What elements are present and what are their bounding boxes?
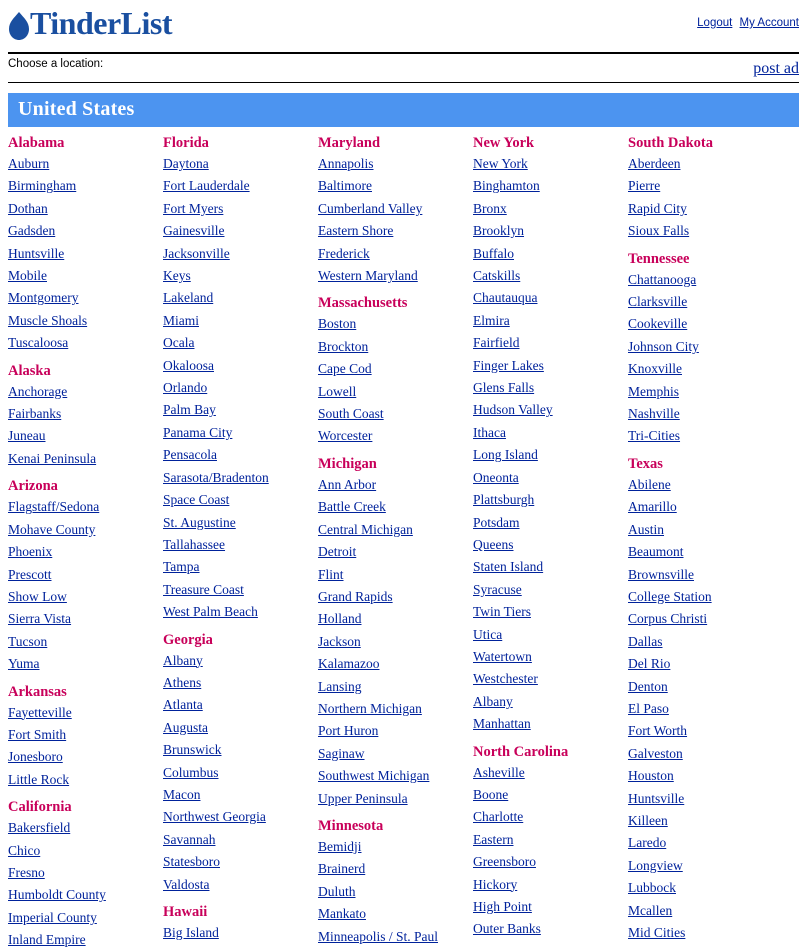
city-link[interactable]: Lakeland	[163, 290, 214, 306]
city-link[interactable]: Southwest Michigan	[318, 768, 430, 784]
city-link[interactable]: Lubbock	[628, 880, 676, 896]
city-link[interactable]: Corpus Christi	[628, 611, 708, 627]
state-heading: South Dakota	[628, 135, 714, 151]
state-heading: California	[8, 799, 72, 816]
city-link[interactable]: Huntsville	[8, 245, 65, 261]
choose-location-bar	[8, 52, 799, 82]
city-link[interactable]: Austin	[628, 521, 665, 537]
city-link[interactable]: Knoxville	[628, 361, 682, 377]
country-banner: United States	[8, 93, 799, 127]
state-heading: Minnesota	[318, 817, 384, 834]
city-link[interactable]: Western Maryland	[318, 268, 418, 284]
city-link[interactable]: Albany	[473, 693, 513, 709]
state-heading: Alabama	[8, 135, 65, 151]
city-link[interactable]: Fort Smith	[8, 726, 67, 742]
city-link[interactable]: Frederick	[318, 245, 370, 261]
post-ad-link[interactable]: post ad	[753, 60, 799, 77]
city-link[interactable]: Little Rock	[8, 771, 70, 787]
city-link[interactable]: Asheville	[473, 764, 525, 780]
state-heading: Maryland	[318, 135, 381, 151]
city-link[interactable]: Kenai Peninsula	[8, 450, 97, 466]
city-link[interactable]: Glens Falls	[473, 380, 535, 396]
city-link[interactable]: Fayetteville	[8, 704, 72, 720]
city-link[interactable]: Annapolis	[318, 156, 374, 171]
city-link[interactable]: Mohave County	[8, 521, 96, 537]
city-link[interactable]: Chautauqua	[473, 290, 538, 306]
city-link[interactable]: Buffalo	[473, 245, 514, 261]
city-link[interactable]: Twin Tiers	[473, 604, 531, 620]
city-link[interactable]: Aberdeen	[628, 156, 681, 171]
city-link[interactable]: Fairfield	[473, 335, 520, 351]
city-link[interactable]: Abilene	[628, 476, 671, 492]
city-link[interactable]: Flint	[318, 566, 344, 582]
city-link[interactable]: Hickory	[473, 876, 518, 892]
city-link[interactable]: Savannah	[163, 831, 216, 847]
city-link[interactable]: Sioux Falls	[628, 223, 690, 239]
city-link[interactable]: Hudson Valley	[473, 402, 553, 418]
city-link[interactable]: Northwest Georgia	[163, 809, 266, 825]
state-heading: Arkansas	[8, 683, 67, 700]
city-link[interactable]: Palm Bay	[163, 402, 216, 418]
city-link[interactable]: El Paso	[628, 700, 669, 716]
city-link[interactable]: Bronx	[473, 200, 507, 216]
city-link[interactable]: Potsdam	[473, 514, 520, 530]
city-link[interactable]: Montgomery	[8, 290, 79, 306]
city-link[interactable]: Memphis	[628, 383, 680, 399]
city-link[interactable]: St. Augustine	[163, 514, 236, 530]
city-link[interactable]: Longview	[628, 857, 683, 873]
city-link[interactable]: Outer Banks	[473, 921, 541, 937]
city-link[interactable]: Juneau	[8, 428, 46, 444]
city-link[interactable]: Westchester	[473, 671, 538, 687]
city-link[interactable]: Binghamton	[473, 178, 540, 194]
city-link[interactable]: Mcallen	[628, 902, 673, 918]
city-link[interactable]: Sarasota/Bradenton	[163, 469, 269, 485]
city-link[interactable]: Auburn	[8, 156, 50, 171]
city-link[interactable]: Elmira	[473, 312, 510, 328]
city-link[interactable]: Brockton	[318, 338, 369, 354]
city-link[interactable]: Lowell	[318, 383, 357, 399]
city-link[interactable]: Galveston	[628, 745, 683, 761]
city-link[interactable]: Space Coast	[163, 492, 230, 508]
city-link[interactable]: Gadsden	[8, 223, 56, 239]
city-link[interactable]: Greensboro	[473, 854, 536, 870]
city-link[interactable]: Rapid City	[628, 200, 687, 216]
city-link[interactable]: Anchorage	[8, 383, 68, 399]
city-link[interactable]: Flagstaff/Sedona	[8, 499, 100, 515]
city-link[interactable]: Plattsburgh	[473, 492, 535, 508]
city-link[interactable]: Treasure Coast	[163, 581, 244, 597]
city-link[interactable]: Chico	[8, 842, 41, 858]
city-link[interactable]: Detroit	[318, 544, 357, 560]
state-heading: Texas	[628, 455, 663, 472]
city-link[interactable]: Bakersfield	[8, 820, 71, 836]
city-link[interactable]: Cookeville	[628, 316, 688, 332]
my-account-link[interactable]: My Account	[739, 17, 799, 29]
city-link[interactable]: South Coast	[318, 406, 384, 422]
city-link[interactable]: Jackson	[318, 633, 361, 649]
city-link[interactable]: Muscle Shoals	[8, 312, 88, 328]
city-link[interactable]: Panama City	[163, 424, 233, 440]
city-link[interactable]: Show Low	[8, 588, 67, 604]
city-link[interactable]: Del Rio	[628, 656, 671, 672]
city-link[interactable]: Manhattan	[473, 716, 531, 732]
location-column-4	[473, 135, 628, 952]
city-link[interactable]: Staten Island	[473, 559, 544, 575]
city-link[interactable]: Birmingham	[8, 178, 77, 194]
city-link[interactable]: Jonesboro	[8, 749, 63, 765]
city-link[interactable]: Johnson City	[628, 338, 699, 354]
city-link[interactable]: Inland Empire	[8, 932, 86, 948]
state-heading: Alaska	[8, 362, 51, 379]
city-link[interactable]: Miami	[163, 312, 199, 328]
city-link[interactable]: Beaumont	[628, 544, 684, 560]
city-link[interactable]: Ann Arbor	[318, 476, 377, 492]
city-link[interactable]: Statesboro	[163, 854, 220, 870]
city-link[interactable]: Killeen	[628, 812, 668, 828]
city-link[interactable]: Tuscaloosa	[8, 335, 69, 351]
city-link[interactable]: Worcester	[318, 428, 373, 444]
state-heading: Michigan	[318, 455, 377, 472]
city-link[interactable]: Pensacola	[163, 447, 217, 463]
city-link[interactable]: Imperial County	[8, 909, 97, 925]
city-link[interactable]: Ocala	[163, 335, 195, 351]
city-link[interactable]: College Station	[628, 588, 712, 604]
location-column-3	[318, 135, 473, 952]
city-link[interactable]: Valdosta	[163, 876, 210, 892]
state-heading: Georgia	[163, 631, 213, 648]
city-link[interactable]: Bemidji	[318, 838, 362, 854]
city-link[interactable]: Fort Worth	[628, 723, 688, 739]
city-link[interactable]: Dothan	[8, 200, 48, 216]
city-link[interactable]: Upper Peninsula	[318, 790, 408, 806]
city-link[interactable]: Battle Creek	[318, 499, 386, 515]
city-link[interactable]: Brainerd	[318, 861, 366, 877]
city-link[interactable]: Laredo	[628, 835, 667, 851]
state-heading: Tennessee	[628, 250, 690, 267]
city-link[interactable]: Saginaw	[318, 745, 365, 761]
location-column-5	[628, 135, 783, 952]
city-link[interactable]: Daytona	[163, 156, 209, 171]
city-link[interactable]: Long Island	[473, 447, 538, 463]
city-link[interactable]: Clarksville	[628, 294, 688, 310]
account-links	[693, 17, 799, 29]
site-logo-text: TinderList	[30, 5, 172, 41]
city-link[interactable]: Boston	[318, 316, 357, 332]
city-link[interactable]: Eastern Shore	[318, 223, 394, 239]
city-link[interactable]: Charlotte	[473, 809, 524, 825]
city-link[interactable]: Central Michigan	[318, 521, 413, 537]
city-link[interactable]: Tri-Cities	[628, 428, 681, 444]
city-link[interactable]: Chattanooga	[628, 271, 697, 287]
city-link[interactable]: Sierra Vista	[8, 611, 72, 627]
city-link[interactable]: Northern Michigan	[318, 700, 422, 716]
city-link[interactable]: Port Huron	[318, 723, 379, 739]
city-link[interactable]: Keys	[163, 268, 191, 284]
city-link[interactable]: Atlanta	[163, 697, 203, 713]
city-link[interactable]: Queens	[473, 536, 514, 552]
city-link[interactable]: West Palm Beach	[163, 604, 258, 620]
state-heading: New York	[473, 135, 535, 151]
city-link[interactable]: Duluth	[318, 883, 356, 899]
city-link[interactable]: Holland	[318, 611, 362, 627]
city-link[interactable]: Phoenix	[8, 544, 53, 560]
city-link[interactable]: Brooklyn	[473, 223, 525, 239]
city-link[interactable]: Boone	[473, 786, 509, 802]
city-link[interactable]: Fort Myers	[163, 200, 224, 216]
city-link[interactable]: Tucson	[8, 633, 48, 649]
city-link[interactable]: Huntsville	[628, 790, 685, 806]
city-link[interactable]: Jacksonville	[163, 245, 230, 261]
city-link[interactable]: Cape Cod	[318, 361, 372, 377]
city-link[interactable]: Gainesville	[163, 223, 225, 239]
state-heading: Florida	[163, 135, 209, 151]
city-link[interactable]: Mid Cities	[628, 925, 686, 940]
city-link[interactable]: Macon	[163, 786, 201, 802]
city-link[interactable]: Brunswick	[163, 742, 222, 758]
city-link[interactable]: Tampa	[163, 559, 200, 575]
city-link[interactable]: Nashville	[628, 406, 680, 422]
city-link[interactable]: Dallas	[628, 633, 663, 649]
city-link[interactable]: Lansing	[318, 678, 362, 694]
city-link[interactable]: Eastern	[473, 831, 514, 847]
city-link[interactable]: Minneapolis / St. Paul	[318, 928, 439, 944]
city-link[interactable]: Watertown	[473, 648, 532, 664]
state-heading: Massachusetts	[318, 295, 408, 312]
city-link[interactable]: Catskills	[473, 268, 521, 284]
state-heading: North Carolina	[473, 743, 569, 760]
city-link[interactable]: Big Island	[163, 925, 219, 940]
city-link[interactable]: Pierre	[628, 178, 661, 194]
location-columns	[8, 135, 799, 952]
city-link[interactable]: Augusta	[163, 719, 208, 735]
city-link[interactable]: Brownsville	[628, 566, 694, 582]
city-link[interactable]: Finger Lakes	[473, 357, 544, 373]
city-link[interactable]: Humboldt County	[8, 887, 106, 903]
city-link[interactable]: Columbus	[163, 764, 219, 780]
city-link[interactable]: Denton	[628, 678, 668, 694]
flame-icon	[8, 11, 30, 41]
city-link[interactable]: Grand Rapids	[318, 588, 393, 604]
city-link[interactable]: Fort Lauderdale	[163, 178, 250, 194]
city-link[interactable]: Mankato	[318, 906, 366, 922]
city-link[interactable]: Athens	[163, 674, 202, 690]
city-link[interactable]: Amarillo	[628, 499, 677, 515]
site-logo[interactable]	[8, 6, 172, 40]
city-link[interactable]: Mobile	[8, 268, 47, 284]
city-link[interactable]: Kalamazoo	[318, 656, 380, 672]
city-link[interactable]: Utica	[473, 626, 503, 642]
choose-location-label: Choose a location:	[8, 58, 104, 70]
city-link[interactable]: New York	[473, 156, 528, 171]
state-heading: Arizona	[8, 478, 58, 495]
state-heading: Hawaii	[163, 904, 208, 920]
city-link[interactable]: Ithaca	[473, 424, 506, 440]
city-link[interactable]: Prescott	[8, 566, 52, 582]
city-link[interactable]: Tallahassee	[163, 536, 226, 552]
city-link[interactable]: Baltimore	[318, 178, 372, 194]
city-link[interactable]: Yuma	[8, 656, 40, 672]
header-divider	[8, 82, 799, 83]
location-column-1	[8, 135, 163, 952]
city-link[interactable]: Fresno	[8, 864, 45, 880]
city-link[interactable]: Houston	[628, 768, 674, 784]
city-link[interactable]: Fairbanks	[8, 406, 62, 422]
city-link[interactable]: Oneonta	[473, 469, 519, 485]
city-link[interactable]: High Point	[473, 899, 532, 914]
city-link[interactable]: Syracuse	[473, 581, 522, 597]
location-column-2	[163, 135, 318, 952]
site-header	[0, 0, 807, 52]
city-link[interactable]: Cumberland Valley	[318, 200, 423, 216]
city-link[interactable]: Orlando	[163, 380, 208, 396]
logout-link[interactable]: Logout	[697, 17, 733, 29]
city-link[interactable]: Okaloosa	[163, 357, 214, 373]
city-link[interactable]: Albany	[163, 652, 203, 668]
